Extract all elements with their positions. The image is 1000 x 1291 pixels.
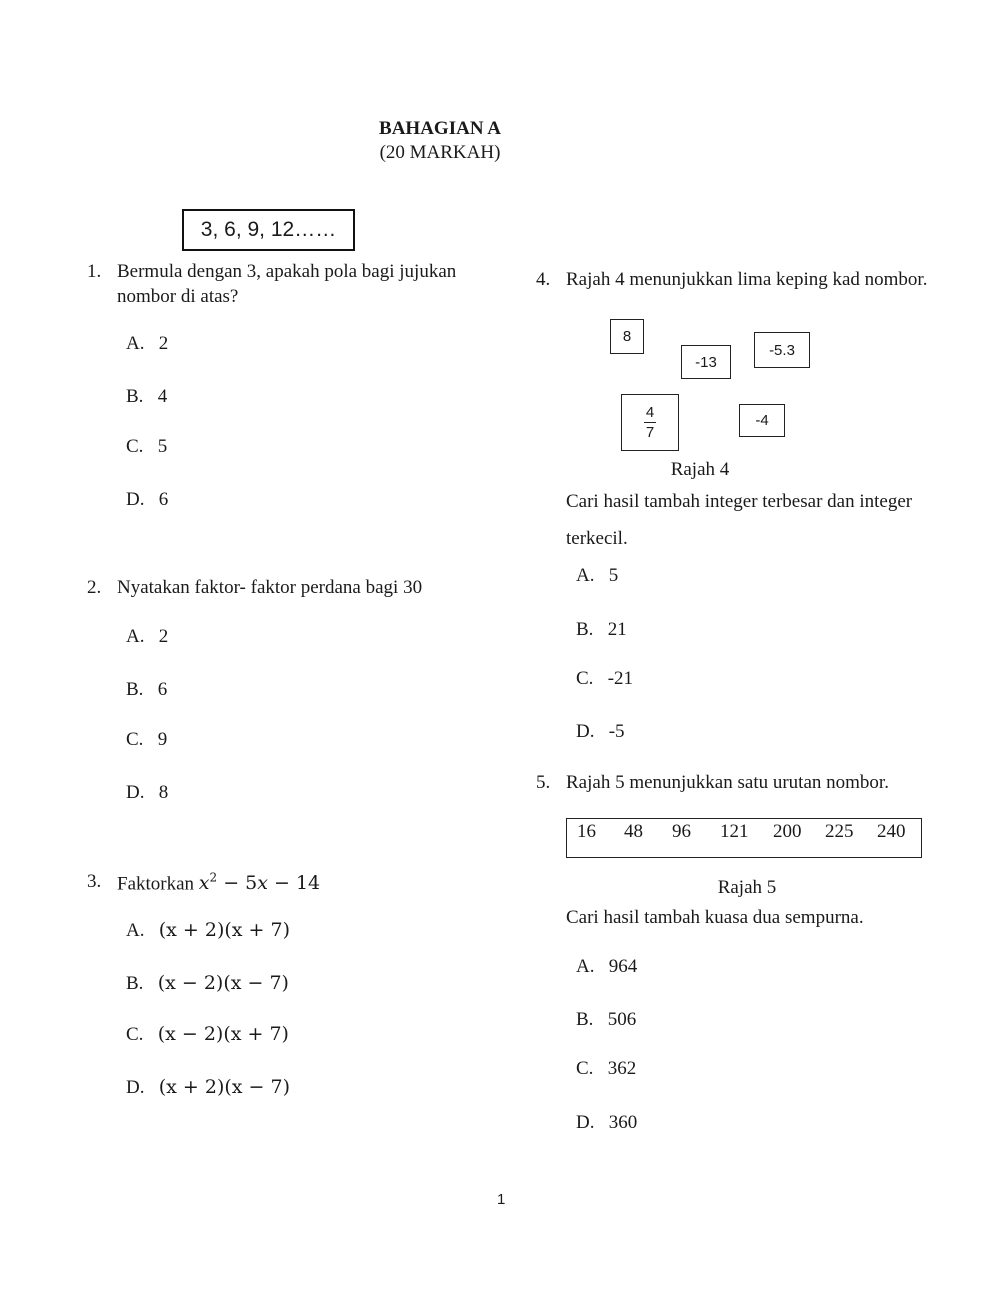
seq-value: 96 (672, 821, 691, 842)
seq-value: 121 (720, 821, 749, 842)
seq-value: 200 (773, 821, 802, 842)
q1-number: 1. (87, 261, 102, 282)
q5-option-b[interactable]: B. 506 (576, 1009, 637, 1030)
q1-option-d[interactable]: D. 6 (126, 489, 169, 510)
q4-option-b[interactable]: B. 21 (576, 619, 627, 640)
q5-option-c[interactable]: C. 362 (576, 1058, 637, 1079)
card-neg13: -13 (681, 345, 731, 379)
seq-value: 240 (877, 821, 906, 842)
card-8: 8 (610, 319, 644, 354)
card-neg5-3: -5.3 (754, 332, 810, 368)
sequence-box: 3, 6, 9, 12…… (182, 209, 355, 251)
q5-option-d[interactable]: D. 360 (576, 1112, 638, 1133)
seq-value: 48 (624, 821, 643, 842)
q4-instruction-line1: Cari hasil tambah integer terbesar dan integer (566, 491, 913, 512)
q5-option-a[interactable]: A. 964 (576, 956, 638, 977)
q5-instruction: Cari hasil tambah kuasa dua sempurna. (566, 907, 864, 928)
q3-option-b[interactable]: B. (x − 2)(x − 7) (126, 972, 289, 994)
figure4-caption: Rajah 4 (670, 459, 730, 480)
q5-text: Rajah 5 menunjukkan satu urutan nombor. (566, 772, 889, 793)
q3-expression: $x^2 - 5x - 14$ (198, 871, 321, 895)
q2-text: Nyatakan faktor- faktor perdana bagi 30 (117, 577, 423, 598)
q3-option-a[interactable]: A. (x + 2)(x + 7) (126, 919, 290, 941)
page-number: 1 (497, 1191, 506, 1208)
q4-text: Rajah 4 menunjukkan lima keping kad nombor. (566, 269, 928, 290)
q1-text-line2: nombor di atas? (117, 286, 239, 307)
q4-option-d[interactable]: D. -5 (576, 721, 625, 742)
q4-number: 4. (536, 269, 551, 290)
q2-option-a[interactable]: A. 2 (126, 626, 169, 647)
q1-option-b[interactable]: B. 4 (126, 386, 168, 407)
q4-option-a[interactable]: A. 5 (576, 565, 619, 586)
q2-option-d[interactable]: D. 8 (126, 782, 169, 803)
section-title: BAHAGIAN A (379, 118, 501, 139)
q4-instruction-line2: terkecil. (566, 528, 628, 549)
card-neg4: -4 (739, 404, 785, 437)
q2-number: 2. (87, 577, 102, 598)
q4-option-c[interactable]: C. -21 (576, 668, 634, 689)
q5-number: 5. (536, 772, 551, 793)
q3-option-d[interactable]: D. (x + 2)(x − 7) (126, 1076, 290, 1098)
sequence-table (566, 818, 922, 858)
q3-number: 3. (87, 871, 102, 892)
card-fraction: $\frac{4}{7}$ (621, 394, 679, 451)
q1-text-line1: Bermula dengan 3, apakah pola bagi jujukan (117, 261, 457, 282)
q3-text: Faktorkan $x^2 - 5x - 14$ (117, 871, 321, 895)
figure5-caption: Rajah 5 (717, 877, 777, 898)
q2-option-b[interactable]: B. 6 (126, 679, 168, 700)
q2-option-c[interactable]: C. 9 (126, 729, 168, 750)
seq-value: 225 (825, 821, 854, 842)
q1-option-a[interactable]: A. 2 (126, 333, 169, 354)
q3-option-c[interactable]: C. (x − 2)(x + 7) (126, 1023, 289, 1045)
section-marks: (20 MARKAH) (379, 142, 501, 163)
q1-option-c[interactable]: C. 5 (126, 436, 168, 457)
seq-value: 16 (577, 821, 596, 842)
